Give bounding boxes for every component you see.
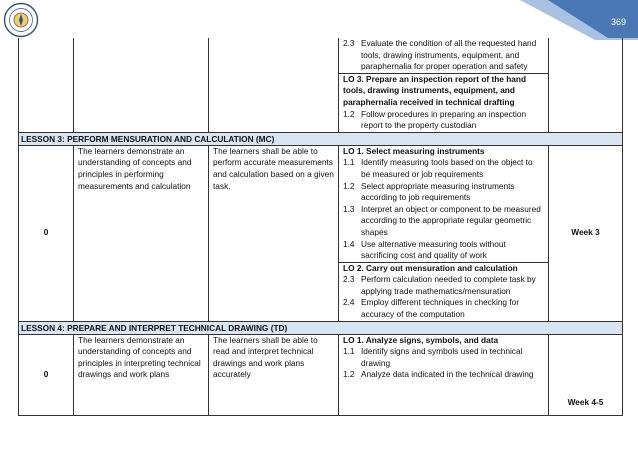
competency-item: 1.1 Identify signs and symbols used in technical drawing <box>343 346 523 368</box>
competency-item: 1.2 Select appropriate measuring instruments according to job requirements <box>343 180 515 203</box>
deped-seal-icon <box>3 2 39 38</box>
header-banner <box>0 0 638 40</box>
competency-item: 1.1 Identify measuring tools based on the object to be measured or job requirements <box>343 157 533 179</box>
competency-item: 1.3 Interpret an object or component to be measured according to the appropriate regular geometric shapes <box>343 203 541 237</box>
content-standard: The learners demonstrate an understanding of concepts and principles in performing measurements and calculation <box>74 145 209 321</box>
lo-title: LO 3. Prepare an inspection report of the hand tools, drawing instruments, equipment, and paraphernalia received in technical drafting <box>339 73 548 109</box>
lesson-4-number: 0 <box>19 334 74 415</box>
page-number: 369 <box>610 17 626 27</box>
competency-item: 2.3 Evaluate the condition of all the requested hand tools, drawing instruments, equipment, and paraphernalia for proper operation and safety <box>343 38 537 72</box>
learning-competency-cell <box>339 145 549 321</box>
table-row <box>19 334 623 415</box>
performance-standard: The learners shall be able to perform accurate measurements and calculation based on a given task. <box>209 145 339 321</box>
lesson-3-week: Week 3 <box>549 145 623 321</box>
competency-item: 2.3 Perform calculation needed to complete task by applying trade mathematics/mensuration <box>343 274 536 296</box>
lo-title: LO 2. Carry out mensuration and calculation <box>339 262 548 275</box>
table-row <box>19 38 623 132</box>
performance-standard: The learners shall be able to read and interpret technical drawings and work plans accurately <box>209 334 339 415</box>
lesson-header-row <box>19 321 623 334</box>
lesson-3-number: 0 <box>19 145 74 321</box>
learning-competency-cell <box>339 334 549 415</box>
learning-competency-cell <box>339 38 549 132</box>
lesson-4-title: LESSON 4: PREPARE AND INTERPRET TECHNICAL DRAWING (TD) <box>19 321 623 334</box>
competency-item: 1.2 Follow procedures in preparing an inspection report to the property custodian <box>343 108 527 131</box>
lesson-3-title: LESSON 3: PERFORM MENSURATION AND CALCULATION (MC) <box>19 132 623 145</box>
content-standard: The learners demonstrate an understanding of concepts and principles in interpreting technical drawings and work plans <box>74 334 209 415</box>
lesson-header-row <box>19 132 623 145</box>
curriculum-table <box>18 38 623 416</box>
competency-item: 2.4 Employ different techniques in checking for accuracy of the computation <box>343 297 520 320</box>
lo-title: LO 1. Analyze signs, symbols, and data <box>343 334 499 345</box>
competency-item: 1.4 Use alternative measuring tools without sacrificing cost and quality of work <box>343 238 506 261</box>
lesson-4-week: Week 4-5 <box>549 334 623 415</box>
lo-title: LO 1. Select measuring instruments <box>343 145 485 156</box>
table-row <box>19 145 623 321</box>
competency-item: 1.2 Analyze data indicated in the technical drawing <box>343 369 534 380</box>
